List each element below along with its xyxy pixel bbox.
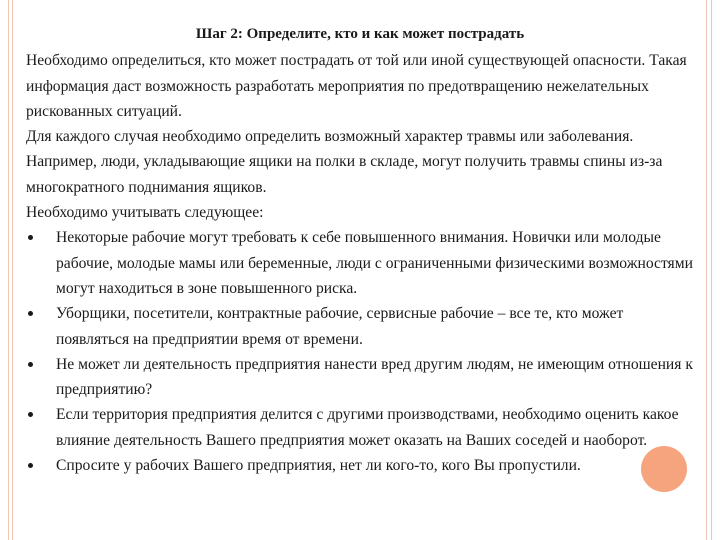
bullet-list: [26, 225, 694, 478]
slide-content: [26, 22, 694, 478]
bullet-icon: [28, 412, 33, 417]
bullet-icon: [28, 463, 33, 468]
bullet-icon: [28, 362, 33, 367]
list-item: [26, 453, 694, 478]
list-item-text: Спросите у рабочих Вашего предприятия, нет ли кого-то, кого Вы пропустили.: [56, 457, 581, 475]
list-item: [26, 301, 694, 352]
list-item: [26, 352, 694, 403]
frame-line-right-inner: [706, 0, 707, 540]
paragraph-who-may-be-harmed: Необходимо определиться, кто может пострадать от той или иной существующей опасности. Такая информация даст возможность разработать мероприятия по предотвращению нежелательных рискованных ситуаций.: [26, 52, 687, 120]
list-item-text: Если территория предприятия делится с другими производствами, необходимо оценить какое влияние деятельность Вашего предприятия может оказать на Ваших соседей и наоборот.: [56, 406, 679, 449]
list-item-text: Не может ли деятельность предприятия нанести вред другим людям, не имеющим отношения к предприятию?: [56, 355, 693, 399]
decorative-circle-icon: [641, 446, 687, 492]
bullet-icon: [28, 235, 33, 240]
list-item: [26, 402, 694, 453]
frame-line-right-outer: [711, 0, 712, 540]
list-item-text: Некоторые рабочие могут требовать к себе повышенного внимания. Новички или молодые рабочие, молодые мамы или беременные, люди с ограниченными физическими возможностями могут находиться в зоне повышенного риска.: [56, 229, 693, 297]
paragraph-consider-following: Необходимо учитывать следующее:: [26, 204, 264, 222]
paragraph-injury-character: Для каждого случая необходимо определить возможный характер травмы или заболевания. Например, люди, укладывающие ящики на полки в складе, могут получить травмы спины из-за многократного поднимания ящиков.: [26, 128, 663, 196]
frame-line-left-outer: [8, 0, 9, 540]
bullet-icon: [28, 311, 33, 316]
list-item: [26, 225, 694, 301]
slide-title: Шаг 2: Определите, кто и как может пострадать: [195, 26, 525, 42]
frame-line-left-inner: [12, 0, 13, 540]
list-item-text: Уборщики, посетители, контрактные рабочие, сервисные рабочие – все те, кто может появляться на предприятии время от времени.: [56, 305, 624, 348]
